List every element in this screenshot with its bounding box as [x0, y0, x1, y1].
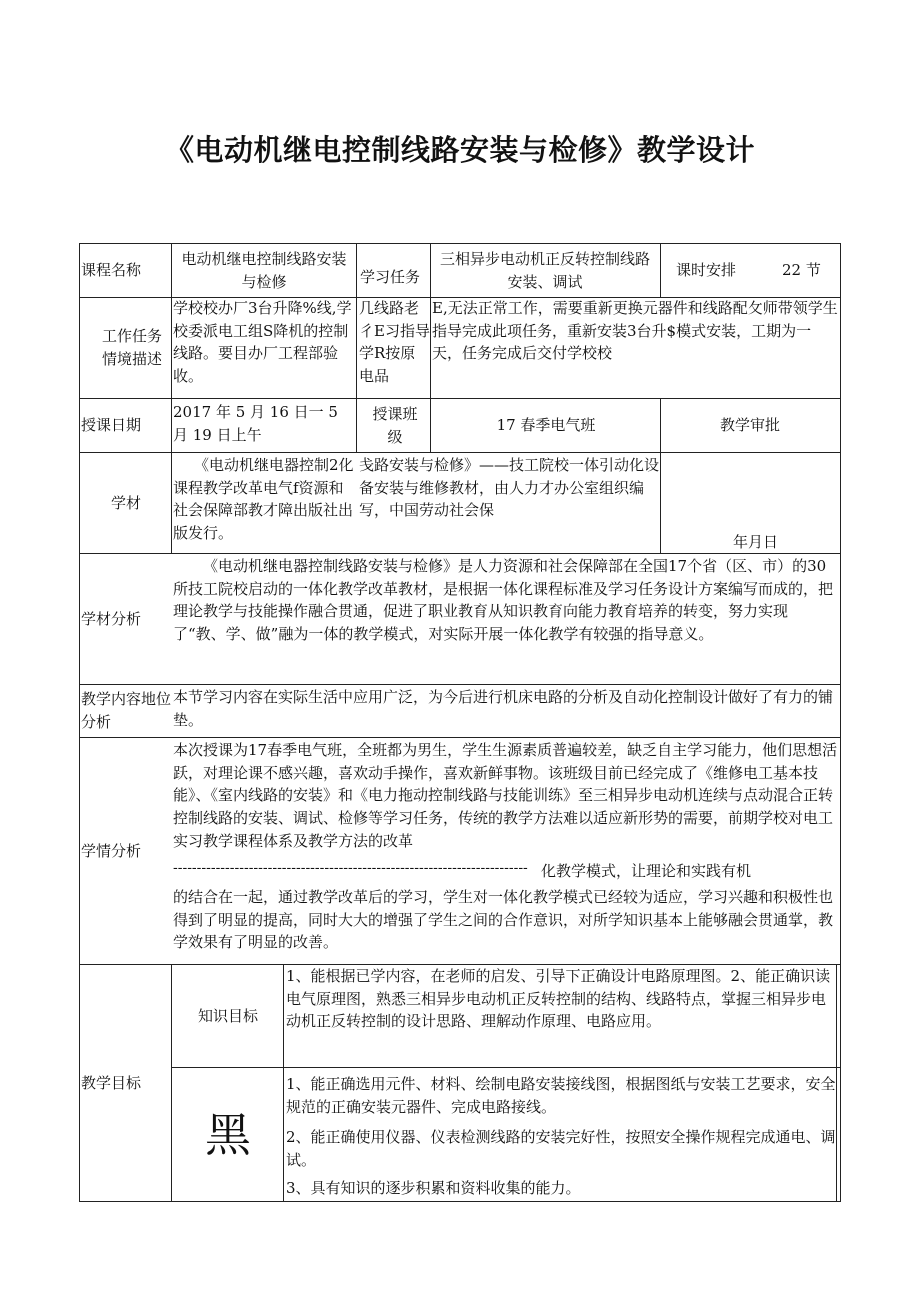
learner-analysis-label: 学情分析 [81, 841, 142, 860]
learning-task-label: 学习任务 [360, 267, 421, 286]
row-line [79, 452, 841, 453]
approval-date-note: 年月日 [733, 533, 779, 551]
col-line [79, 243, 80, 1201]
skill-goal-item-2: 2、能正确使用仪器、仪表检测线路的安装完好性，按照安全操作规程完成通电、调试。 [286, 1128, 836, 1169]
skill-goal-item-3: 3、具有知识的逐步积累和资料收集的能力。 [286, 1179, 581, 1197]
skill-goal-glyph: 黑 [205, 1108, 251, 1162]
col-line [430, 398, 431, 452]
work-context-part-a: 学校校办厂3台升降%线,学校委派电工组S降机的控制线路。要目办厂工程部验收。 [173, 299, 352, 386]
col-line [283, 964, 284, 1201]
learner-analysis-text-b: 化教学模式，让理论和实践有机 [541, 862, 752, 880]
work-context-part-c: E,无法正常工作，需要重新更换元器件和线路配攵师带领学生指导完成此项任务，重新安装3台升$模式安装，工期为一天，任务完成后交付学校校 [432, 299, 838, 363]
row-line [171, 1067, 841, 1068]
row-line [79, 553, 841, 554]
knowledge-goal-label: 知识目标 [197, 1006, 258, 1025]
work-context-part-b: 几线路老彳E习指导学R按原电品 [359, 299, 430, 386]
document-title: 《电动机继电控制线路安装与检修》教学设计 [164, 133, 755, 167]
materials-analysis-text: 《电动机继电器控制线路安装与检修》是人力资源和社会保障部在全国17个省（区、市）的30所技工院校启动的一体化教学改革教材，是根据一体化课程标准及学习任务设计方案编写而成的，把理论教学与技能操作融合贯通，促进了职业教育从知识教育向能力教育培养的转变，努力实现了“教、学、做”融为一体的教学模式，对实际开展一体化教学有较强的指导意义。 [173, 557, 834, 644]
teaching-class-value: 17 春季电气班 [496, 416, 596, 435]
hours-label: 课时安排 [676, 261, 737, 280]
col-line [171, 964, 172, 1201]
col-line [430, 243, 431, 398]
content-position-text: 本节学习内容在实际生活中应用广泛，为今后进行机床电路的分析及自动化控制设计做好了有力的铺垫。 [173, 688, 834, 729]
col-line [171, 243, 172, 553]
teaching-date-label: 授课日期 [81, 416, 142, 435]
approval-label: 教学审批 [719, 416, 780, 435]
col-line [660, 243, 661, 297]
col-line [356, 243, 357, 452]
skill-goal-item-1: 1、能正确选用元件、材料、绘制电路安装接线图，根据图纸与安装工艺要求，安全规范的正确安装元器件、完成电路接线。 [286, 1075, 836, 1116]
learner-analysis-text-a: 本次授课为17春季电气班，全班都为男生，学生生源素质普遍较差，缺乏自主学习能力，他们思想活跃，对理论课不感兴趣，喜欢动手操作，喜欢新鲜事物。该班级目前已经完成了《维修电工基本技能》、《室内线路的安装》和《电力拖动控制线路与技能训练》至三相异步电动机连续与点动混合正转控制线路的安装、调试、检修等学习任务，传统的教学方法难以适应新形势的需要，前期学校对电工实习教学课程体系及教学方法的改革 [173, 741, 838, 850]
row-line [79, 1201, 841, 1202]
materials-label: 学材 [110, 493, 141, 512]
materials-part-b: 戋路安装与检修》——技工院校一体引动化设备安装与维修教材，由人力才办公室组织编写，中国劳动社会保 [359, 456, 660, 520]
learning-task-value: 三相异步电动机正反转控制线路安装、调试 [439, 249, 650, 291]
col-line [840, 243, 841, 1201]
course-name-value: 电动机继电控制线路安装与检修 [181, 249, 347, 291]
materials-part-a: 《电动机继电器控制2化课程教学改革电气f资源和社会保障部教才障出版社出版发行。 [173, 456, 354, 543]
row-line [79, 684, 841, 685]
teaching-class-label: 授课班级 [372, 405, 418, 446]
knowledge-goal-text: 1、能根据已学内容，在老师的启发、引导下正确设计电路原理图。2、能正确识读电气原理图，熟悉三相异步电动机正反转控制的结构、线路特点，掌握三相异步电动机正反转控制的设计思路、理解动作原理、电路应用。 [286, 967, 831, 1031]
content-position-label: 教学内容地位分析 [81, 690, 172, 731]
learner-analysis-text-c: 的结合在一起，通过教学改革后的学习，学生对一体化教学模式已经较为适应，学习兴趣和积极性也得到了明显的提高，同时大大的增强了学生之间的合作意识，对所学知识基本上能够融会贯通掌，教学效果有了明显的改善。 [173, 888, 834, 952]
materials-analysis-label: 学材分析 [81, 609, 142, 628]
learner-analysis-dash-line: --------------------------------------------------------------------------- [173, 860, 528, 876]
work-context-label: 工作任务情境描述 [101, 327, 162, 368]
teaching-goals-label: 教学目标 [81, 1073, 142, 1092]
hours-value: 22 节 [782, 261, 821, 280]
row-line [79, 737, 841, 738]
course-name-label: 课程名称 [81, 261, 142, 280]
teaching-date-value: 2017 年 5 月 16 日一 5 月 19 日上午 [173, 403, 338, 444]
